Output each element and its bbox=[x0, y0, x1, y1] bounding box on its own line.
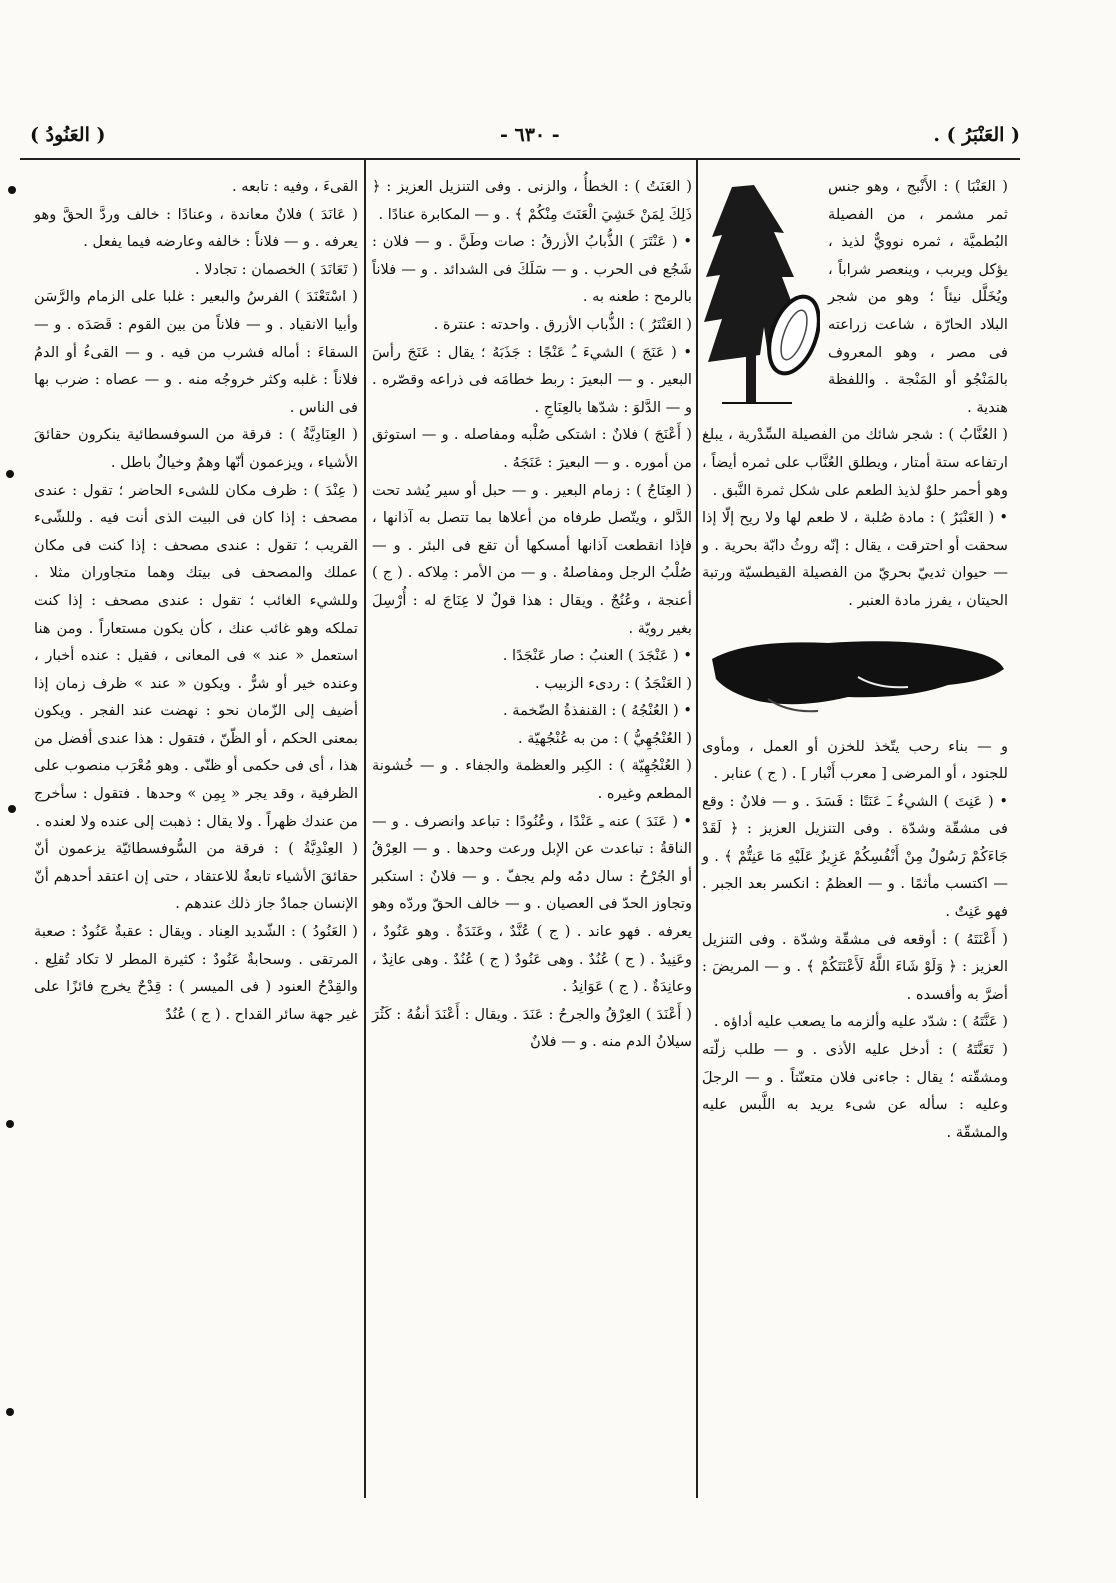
page-number: - ٦٣٠ - bbox=[500, 124, 560, 146]
header-rule bbox=[20, 158, 1020, 160]
entry-aanada: ( عَانَدَ ) فلانٌ معاندة ، وعنادًا : خالف وردَّ الحقَّ وهو يعرفه . و — فلاناً : خالفه وعارضه فيما يفعل . bbox=[34, 205, 358, 251]
header-guide-word-left: ( العَنُودُ ) bbox=[30, 124, 106, 146]
entry-anjada: • ( عَنْجَدَ ) العنبُ : صار عَنْجَدًا . bbox=[502, 647, 692, 665]
entry-anbaa: ( العَنْبَا ) : الأَنْبج ، وهو جنس ثمر مشمر ، من الفصيلة البُطميَّة ، ثمره نوويٌّ لذيذ ، يؤكل ويربب ، وينعصر شراباً ، ويُخَلَّل نيئاً ؛ وهو من شجر البلاد الحارّة ، شاعت زراعته فى مصر ، وهو المعروف بالمَنْجُو أو المَنْجة . واللفظة هندية . bbox=[828, 178, 1008, 416]
entry-inaj: ( العِنَاجُ ) : زمام البعير . و — حبل أو سير يُشد تحت الدَّلو ، ويتّصل طرفاه من أعلاها بما تتصل به آذانها ، فإذا انقطعت آذانها أمسكها أن تقع فى البئر . و — صُلْبُ الرجل ومفاصلهُ . و — من الأمر : مِلاكه . ( ج ) أعنجة ، وعُنُجٌ . ويقال : هذا قولٌ لا عِنَاجَ له : أُرْسِلَ بغير رويّة . bbox=[372, 481, 692, 637]
margin-dot bbox=[8, 186, 16, 194]
entry-anaja-form4: ( أَعْنَجَ ) فلانٌ : اشتكى صُلْبه ومفاصله . و — استوثق من أموره . و — البعيرَ : عَنَجَهُ . bbox=[372, 426, 692, 471]
column-divider-left bbox=[364, 158, 366, 1498]
entry-taanada: ( تَعَانَدَ ) الخصمان : تجادلا . bbox=[195, 260, 358, 278]
entry-anat: ( العَنَتُ ) : الخطأُ ، والزنى . وفى التنزيل العزيز : ﴿ ذَلِكَ لِمَنْ خَشِيَ الْعَنَتَ مِنْكُمْ ﴾ . و — المكابرة عنادًا . bbox=[372, 178, 692, 223]
entry-anud: ( العَنُودُ ) : الشّديد العِناد . ويقال : عقبةٌ عَنُودٌ : صعبة المرتقى . وسحابةٌ عَنُودٌ : كثيرة المطر لا تكاد تُقلِع . والقِدْحُ العنود ( فى الميسر ) : قِدْحٌ يخرج فائزًا على غير جهة سائر القداح . ( ج ) عُنُدٌ bbox=[34, 923, 358, 1023]
entry-anatahu: ( أَعْنَتَهُ ) : أوقعه فى مشقّة وشدّة . وفى التنزيل العزيز : ﴿ وَلَوْ شَاءَ اللَّهُ لَأَعْنَتَكُمْ ﴾ . و — المريضَ : أضرَّ به وأفسده . bbox=[702, 930, 1008, 1003]
entry-inda: ( عِنْدَ ) : ظرف مكان للشىء الحاضر ؛ تقول : عندى مصحف : إذا كان فى البيت الذى أنت فيه . وللشّىء القريب ؛ تقول : عندى مصحف : إذا كنت فى مكان عملك والمصحف فى بيتك وهما متجاوران مثلا . وللشيء الغائب ؛ تقول : عندى مصحف : إذا كنت تملكه وهو غائب عنك ، كأن يكون مستعاراً . ومن هنا استعمل « عند » فى المعانى ، فقيل : عنده أخبار ، وعنده خير أو شرٌّ . ويكون « عند » ظرف زمان إذا أضيف إلى الزّمان نحو : نهضت عند الفجر . ويكون بمعنى الحكم ، أو الظّنّ ، فتقول : هذا عندى أفضل من هذا ، أى فى حكمى أو ظنّى . وهو مُعْرَب منصوب على الظرفية ، وقد يجر « بِمِن » وحدها . فتقول : سأخرج من عندك ظهراً . ولا يقال : ذهبت إلى عنده ولا لعنده . bbox=[34, 481, 358, 830]
dictionary-page bbox=[20, 118, 1020, 1518]
entry-unjuh: • ( العُنْجُهُ ) : القنفذةُ الضّخمة . bbox=[502, 702, 692, 720]
column-middle bbox=[372, 173, 692, 1056]
tree-and-fruit-illustration-icon bbox=[702, 177, 820, 413]
entry-istanada: ( اسْتَعْنَدَ ) الفرسُ والبعير : غلبا على الزمام والرَّسَن وأبيا الانقياد . و — فلاناً من بين القوم : قَصَدَه . و — السقاءَ : أماله فشرب من فيه . و — القىءُ أو الدمُ فلاناً : غلبه وكثر خروجُه منه . و — عصاه : ضرب بها فى الناس . bbox=[34, 288, 358, 416]
entry-inadiyya: ( العِنَادِيَّةُ ) : فرقة من السوفسطائية ينكرون حقائقَ الأشياء ، ويزعمون أنّها وهمٌ وخيالٌ باطل . bbox=[34, 426, 358, 471]
column-divider-right bbox=[696, 158, 698, 1498]
entry-anada: • ( عَنَدَ ) عنه ـِ عَنْدًا ، وعُنُودًا : تباعد وانصرف . و — الناقةُ : تباعدت عن الإبل ورعت وحدها . و — العِرْقُ أو الجُرْحُ : سال دمُه ولم يجفّ . و — فلانٌ : استكبر وتجاوز الحدّ فى العصيان . و — خالف الحقّ وردّه وهو يعرفه . فهو عاند . ( ج ) عُنَّدٌ ، وعَنَدَةٌ . وهو عَنُودٌ ، وعَنِيدٌ . ( ج ) عُنُدٌ . وهى عَنُودٌ ( ج ) عُنُدٌ . وهى عانِدٌ ، وعانِدَةٌ . ( ج ) عَوَانِدُ . bbox=[372, 812, 692, 996]
entry-taannatahu: ( تَعَنَّتَهُ ) : أدخل عليه الأذى . و — طلب زلّته ومشقّته ؛ يقال : جاءنى فلان متعنّتاً . و — الرجلَ وعليه : سأله عن شىء يريد به اللَّبس عليه والمشقّة . bbox=[702, 1041, 1008, 1141]
entry-antara: • ( عَنْتَرَ ) الذُّبابُ الأزرقُ : صات وطَنَّ . و — فلان : شَجُع فى الحرب . و — سَلَكَ فى الشدائد . و — فلاناً بالرمح : طعنه به . bbox=[372, 233, 692, 306]
header-guide-word-right: ( العَنْبَرُ ) . bbox=[933, 124, 1020, 146]
entry-anbar: • ( العَنْبَرُ ) : مادة صُلبة ، لا طعم لها ولا ريح إلّا إذا سحقت أو احترقت ، يقال : إنّه روثُ دابّة بحرية . و — حيوان ثدييّ بحريّ من الفصيلة القيطسيّة ورتبة الحيتان ، يفرز مادة العنبر . bbox=[702, 509, 1008, 609]
column-right bbox=[702, 173, 1008, 1146]
entry-antar: ( العَنْتَرُ ) : الذُّباب الأزرق . واحدته : عنترة . bbox=[433, 315, 692, 333]
entry-continuation: القىءَ ، وفيه : تابعه . bbox=[231, 178, 358, 195]
entry-anada-form4: ( أَعْنَدَ ) العِرْقُ والجرحُ : عَنَدَ . ويقال : أَعْنَدَ أنفُهُ : كَثُرَ سيلانُ الدم منه . و — فلانٌ bbox=[372, 1005, 692, 1051]
entry-anita: • ( عَنِتَ ) الشيءُ ـَ عَنَتًا : فَسَدَ . و — فلانٌ : وقع فى مشقّة وشدّة . وفى التنزيل العزيز : ﴿ لَقَدْ جَاءَكُمْ رَسُولٌ مِنْ أَنْفُسِكُمْ عَزِيزٌ عَلَيْهِ مَا عَنِتُّمْ ﴾ . و — اكتسب مأثمًا . و — العظمُ : انكسر بعد الجبر . فهو عَنِتٌ . bbox=[702, 792, 1008, 921]
entry-anbar-building: و — بناء رحب يتّخذ للخزن أو العمل ، ومأوى للجنود ، أو المرضى [ معرب أَنْبار ] . ( ج ) عنابر . bbox=[702, 737, 1008, 783]
sperm-whale-illustration-icon bbox=[708, 629, 1008, 719]
column-left bbox=[34, 173, 358, 1028]
entry-indiyya: ( العِنْدِيَّةُ ) : فرقة من السُّوفسطائيّة يزعمون أنّ حقائقَ الأشياء تابعةٌ للاعتقاد ، حتى إن اعتقد أحدهم أنّ الإنسان جمادٌ جاز ذلك عندهم . bbox=[34, 840, 358, 913]
page-header bbox=[20, 118, 1020, 160]
entry-unjuhi: ( العُنْجُهِيُّ ) : من به عُنْجُهيّة . bbox=[518, 729, 692, 747]
margin-dot bbox=[6, 1408, 14, 1416]
entry-anaja: • ( عَنَجَ ) الشيءَ ـُ عَنْجًا : جَذَبَهُ ؛ يقال : عَنَجَ رأسَ البعير . و — البعيرَ : ربط خطامَه فى ذراعه وقصّره . و — الدَّلوَ : شدّها بالعِنَاجِ . bbox=[372, 343, 692, 416]
margin-dot bbox=[8, 805, 16, 813]
entry-unnab: ( العُنَّابُ ) : شجر شائك من الفصيلة السِّدْرية ، يبلغ ارتفاعه ستة أمتار ، ويطلق العُنَّاب على ثمره أيضاً ، وهو أحمر حلوٌ لذيذ الطعم على شكل ثمرة النَّبق . bbox=[702, 426, 1008, 499]
margin-dot bbox=[6, 1120, 14, 1128]
entry-annatahu: ( عَنَّتَهُ ) : شدّد عليه وألزمه ما يصعب عليه أداؤه . bbox=[713, 1013, 1008, 1031]
margin-dot bbox=[6, 470, 14, 478]
entry-anjad: ( العَنْجَدُ ) : ردىء الزبيب . bbox=[535, 674, 692, 692]
entry-unjuhiyya: ( العُنْجُهِيّة ) : الكِبر والعظمة والجفاء . و — خُشونة المطعم وغيره . bbox=[372, 757, 692, 803]
